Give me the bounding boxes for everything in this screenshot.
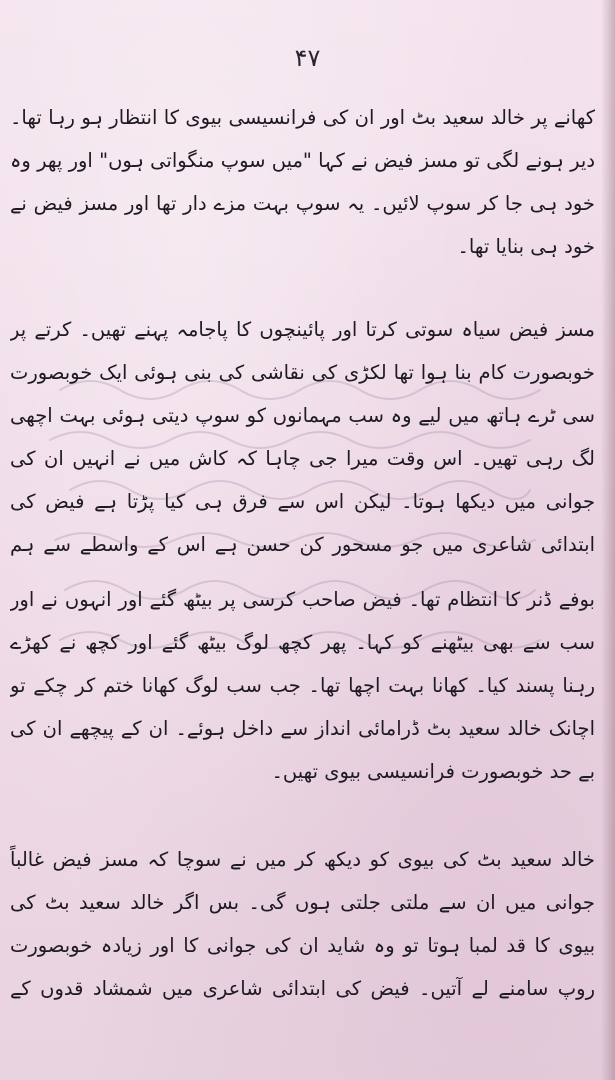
paragraph-1: کھانے پر خالد سعید بٹ اور ان کی فرانسیسی بیوی کا انتظار ہو رہا تھا۔ دیر ہونے لگی تو مسز فیض نے کہا "میں سوپ منگواتی ہوں" اور پھر وہ خود ہی جا کر سوپ لائیں۔ یہ سوپ بہت مزے دار تھا اور مسز فیض نے خود ہی بنایا تھا۔ <box>10 106 595 258</box>
page-number: ۴۷ <box>294 44 321 72</box>
page-edge-shadow <box>601 0 615 1080</box>
body-text <box>10 96 595 1013</box>
paragraph-2: مسز فیض سیاہ سوتی کرتا اور پائینچوں کا پاجامہ پہنے تھیں۔ کرتے پر خوبصورت کام بنا ہوا تھا لکڑی کی نقاشی کی بنی ہوئی ایک خوبصورت سی ٹرے ہاتھ میں لیے وہ سب مہمانوں کو سوپ دیتی ہوئی بہت اچھی لگ رہی تھیں۔ اس وقت میرا جی چاہا کہ کاش میں نے انہیں ان کی جوانی میں دیکھا ہوتا۔ لیکن اس سے فرق ہی کیا پڑتا ہے فیض کی ابتدائی شاعری میں جو مسحور کن حسن ہے اس کے واسطے سے ہم <box>10 318 595 556</box>
paragraph-4: خالد سعید بٹ کی بیوی کو دیکھ کر میں نے سوچا کہ مسز فیض غالباً جوانی میں ان سے ملتی جلتی ہوں گی۔ بس اگر خالد سعید بٹ کی بیوی کا قد لمبا ہوتا تو وہ شاید ان کی جوانی کا اور زیادہ خوبصورت روپ سامنے لے آتیں۔ فیض کی ابتدائی شاعری میں شمشاد قدوں کے <box>10 848 595 1000</box>
paragraph-3: بوفے ڈنر کا انتظام تھا۔ فیض صاحب کرسی پر بیٹھ گئے اور انہوں نے اور سب سے بھی بیٹھنے کو کہا۔ پھر کچھ لوگ بیٹھ گئے اور کچھ نے کھڑے رہنا پسند کیا۔ کھانا بہت اچھا تھا۔ جب سب لوگ کھانا ختم کر چکے تو اچانک خالد سعید بٹ ڈرامائی انداز سے داخل ہوئے۔ ان کے پیچھے ان کی بے حد خوبصورت فرانسیسی بیوی تھیں۔ <box>10 588 595 783</box>
